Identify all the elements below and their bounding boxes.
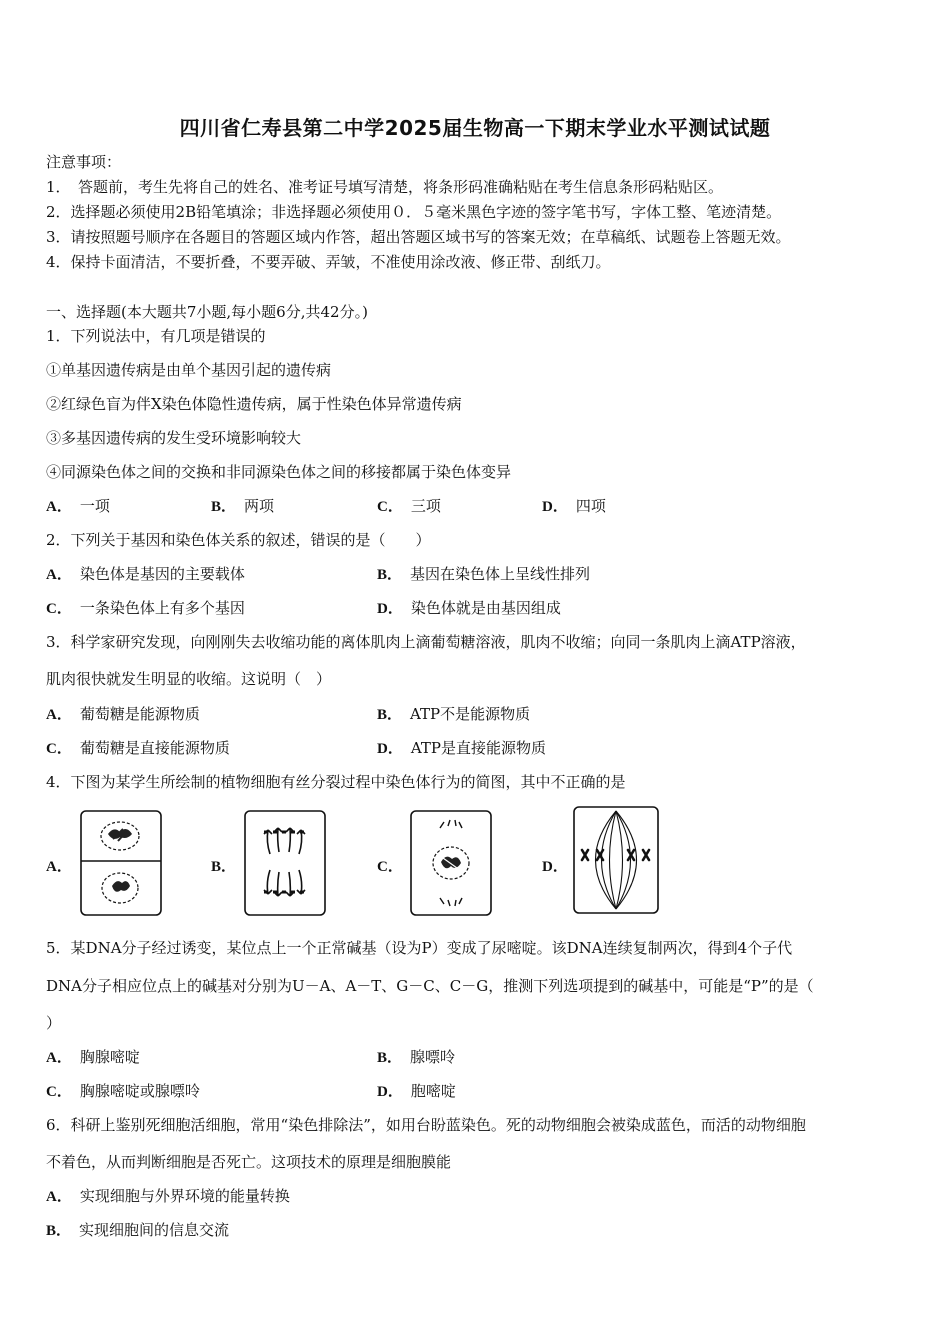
- q5-stem-line-3: ）: [46, 1014, 62, 1032]
- q4-figure-c: [410, 810, 492, 916]
- notice-heading: 注意事项：: [46, 153, 122, 171]
- q3-option-b[interactable]: B． ATP不是能源物质: [377, 705, 531, 723]
- q5-option-c[interactable]: C． 胸腺嘧啶或腺嘌呤: [46, 1082, 200, 1100]
- q1-stem: 1．下列说法中，有几项是错误的: [46, 327, 266, 345]
- q3-stem-line-2: 肌肉很快就发生明显的收缩。这说明（ ）: [46, 670, 332, 688]
- page-title: 四川省仁寿县第二中学2025届生物高一下期末学业水平测试试题: [179, 116, 771, 140]
- notice-item-1: 1． 答题前，考生先将自己的姓名、准考证号填写清楚，将条形码准确粘贴在考生信息条形码粘贴区。: [46, 178, 724, 196]
- q4-figure-b: [244, 810, 326, 916]
- q1-statement-3: ③多基因遗传病的发生受环境影响较大: [46, 429, 302, 447]
- q3-stem-line-1: 3．科学家研究发现，向刚刚失去收缩功能的离体肌肉上滴葡萄糖溶液，肌肉不收缩；向同一条肌肉上滴ATP溶液，: [46, 633, 806, 651]
- q2-option-a[interactable]: A． 染色体是基因的主要载体: [46, 565, 245, 583]
- notice-item-3: 3．请按照题号顺序在各题目的答题区域内作答，超出答题区域书写的答案无效；在草稿纸、试题卷上答题无效。: [46, 228, 791, 246]
- notice-item-2: 2．选择题必须使用2B铅笔填涂；非选择题必须使用０．５毫米黑色字迹的签字笔书写，字体工整、笔迹清楚。: [46, 203, 782, 221]
- q1-statement-1: ①单基因遗传病是由单个基因引起的遗传病: [46, 361, 332, 379]
- q4-figure-a: [80, 810, 162, 916]
- q6-option-b[interactable]: B． 实现细胞间的信息交流: [46, 1221, 230, 1239]
- section-heading: 一、选择题(本大题共7小题,每小题6分,共42分。): [46, 303, 368, 321]
- q3-option-c[interactable]: C． 葡萄糖是直接能源物质: [46, 739, 230, 757]
- q1-statement-2: ②红绿色盲为伴X染色体隐性遗传病，属于性染色体异常遗传病: [46, 395, 462, 413]
- q4-figure-label-a[interactable]: A．: [46, 859, 72, 875]
- q1-option-d[interactable]: D． 四项: [542, 497, 606, 515]
- q1-statement-4: ④同源染色体之间的交换和非同源染色体之间的移接都属于染色体变异: [46, 463, 512, 481]
- q5-option-d[interactable]: D． 胞嘧啶: [377, 1082, 456, 1100]
- q1-option-b[interactable]: B． 两项: [211, 497, 275, 515]
- q4-figure-label-c[interactable]: C．: [377, 859, 403, 875]
- q6-stem-line-1: 6．科研上鉴别死细胞活细胞，常用“染色排除法”，如用台盼蓝染色。死的动物细胞会被染成蓝色，而活的动物细胞: [46, 1116, 806, 1134]
- q1-option-c[interactable]: C． 三项: [377, 497, 441, 515]
- q3-option-d[interactable]: D． ATP是直接能源物质: [377, 739, 546, 757]
- q5-option-a[interactable]: A． 胸腺嘧啶: [46, 1048, 140, 1066]
- notice-item-4: 4．保持卡面清洁，不要折叠，不要弄破、弄皱，不准使用涂改液、修正带、刮纸刀。: [46, 253, 611, 271]
- q6-option-a[interactable]: A． 实现细胞与外界环境的能量转换: [46, 1187, 290, 1205]
- q2-option-b[interactable]: B． 基因在染色体上呈线性排列: [377, 565, 591, 583]
- q3-option-a[interactable]: A． 葡萄糖是能源物质: [46, 705, 200, 723]
- q2-option-c[interactable]: C． 一条染色体上有多个基因: [46, 599, 245, 617]
- q5-option-b[interactable]: B． 腺嘌呤: [377, 1048, 456, 1066]
- q1-option-a[interactable]: A． 一项: [46, 497, 110, 515]
- q2-option-d[interactable]: D． 染色体就是由基因组成: [377, 599, 561, 617]
- q6-stem-line-2: 不着色，从而判断细胞是否死亡。这项技术的原理是细胞膜能: [46, 1153, 452, 1171]
- q4-figure-label-b[interactable]: B．: [211, 859, 237, 875]
- q4-figure-d: [573, 806, 659, 914]
- q4-figure-label-d[interactable]: D．: [542, 859, 568, 875]
- q5-stem-line-2: DNA分子相应位点上的碱基对分别为U－A、A－T、G－C、C－G，推测下列选项提到的碱基中，可能是“P”的是（: [46, 977, 814, 995]
- q2-stem: 2．下列关于基因和染色体关系的叙述，错误的是（ ）: [46, 531, 431, 549]
- q4-stem: 4．下图为某学生所绘制的植物细胞有丝分裂过程中染色体行为的简图，其中不正确的是: [46, 773, 626, 791]
- q5-stem-line-1: 5．某DNA分子经过诱变，某位点上一个正常碱基（设为P）变成了尿嘧啶。该DNA连续复制两次，得到4个子代: [46, 939, 793, 957]
